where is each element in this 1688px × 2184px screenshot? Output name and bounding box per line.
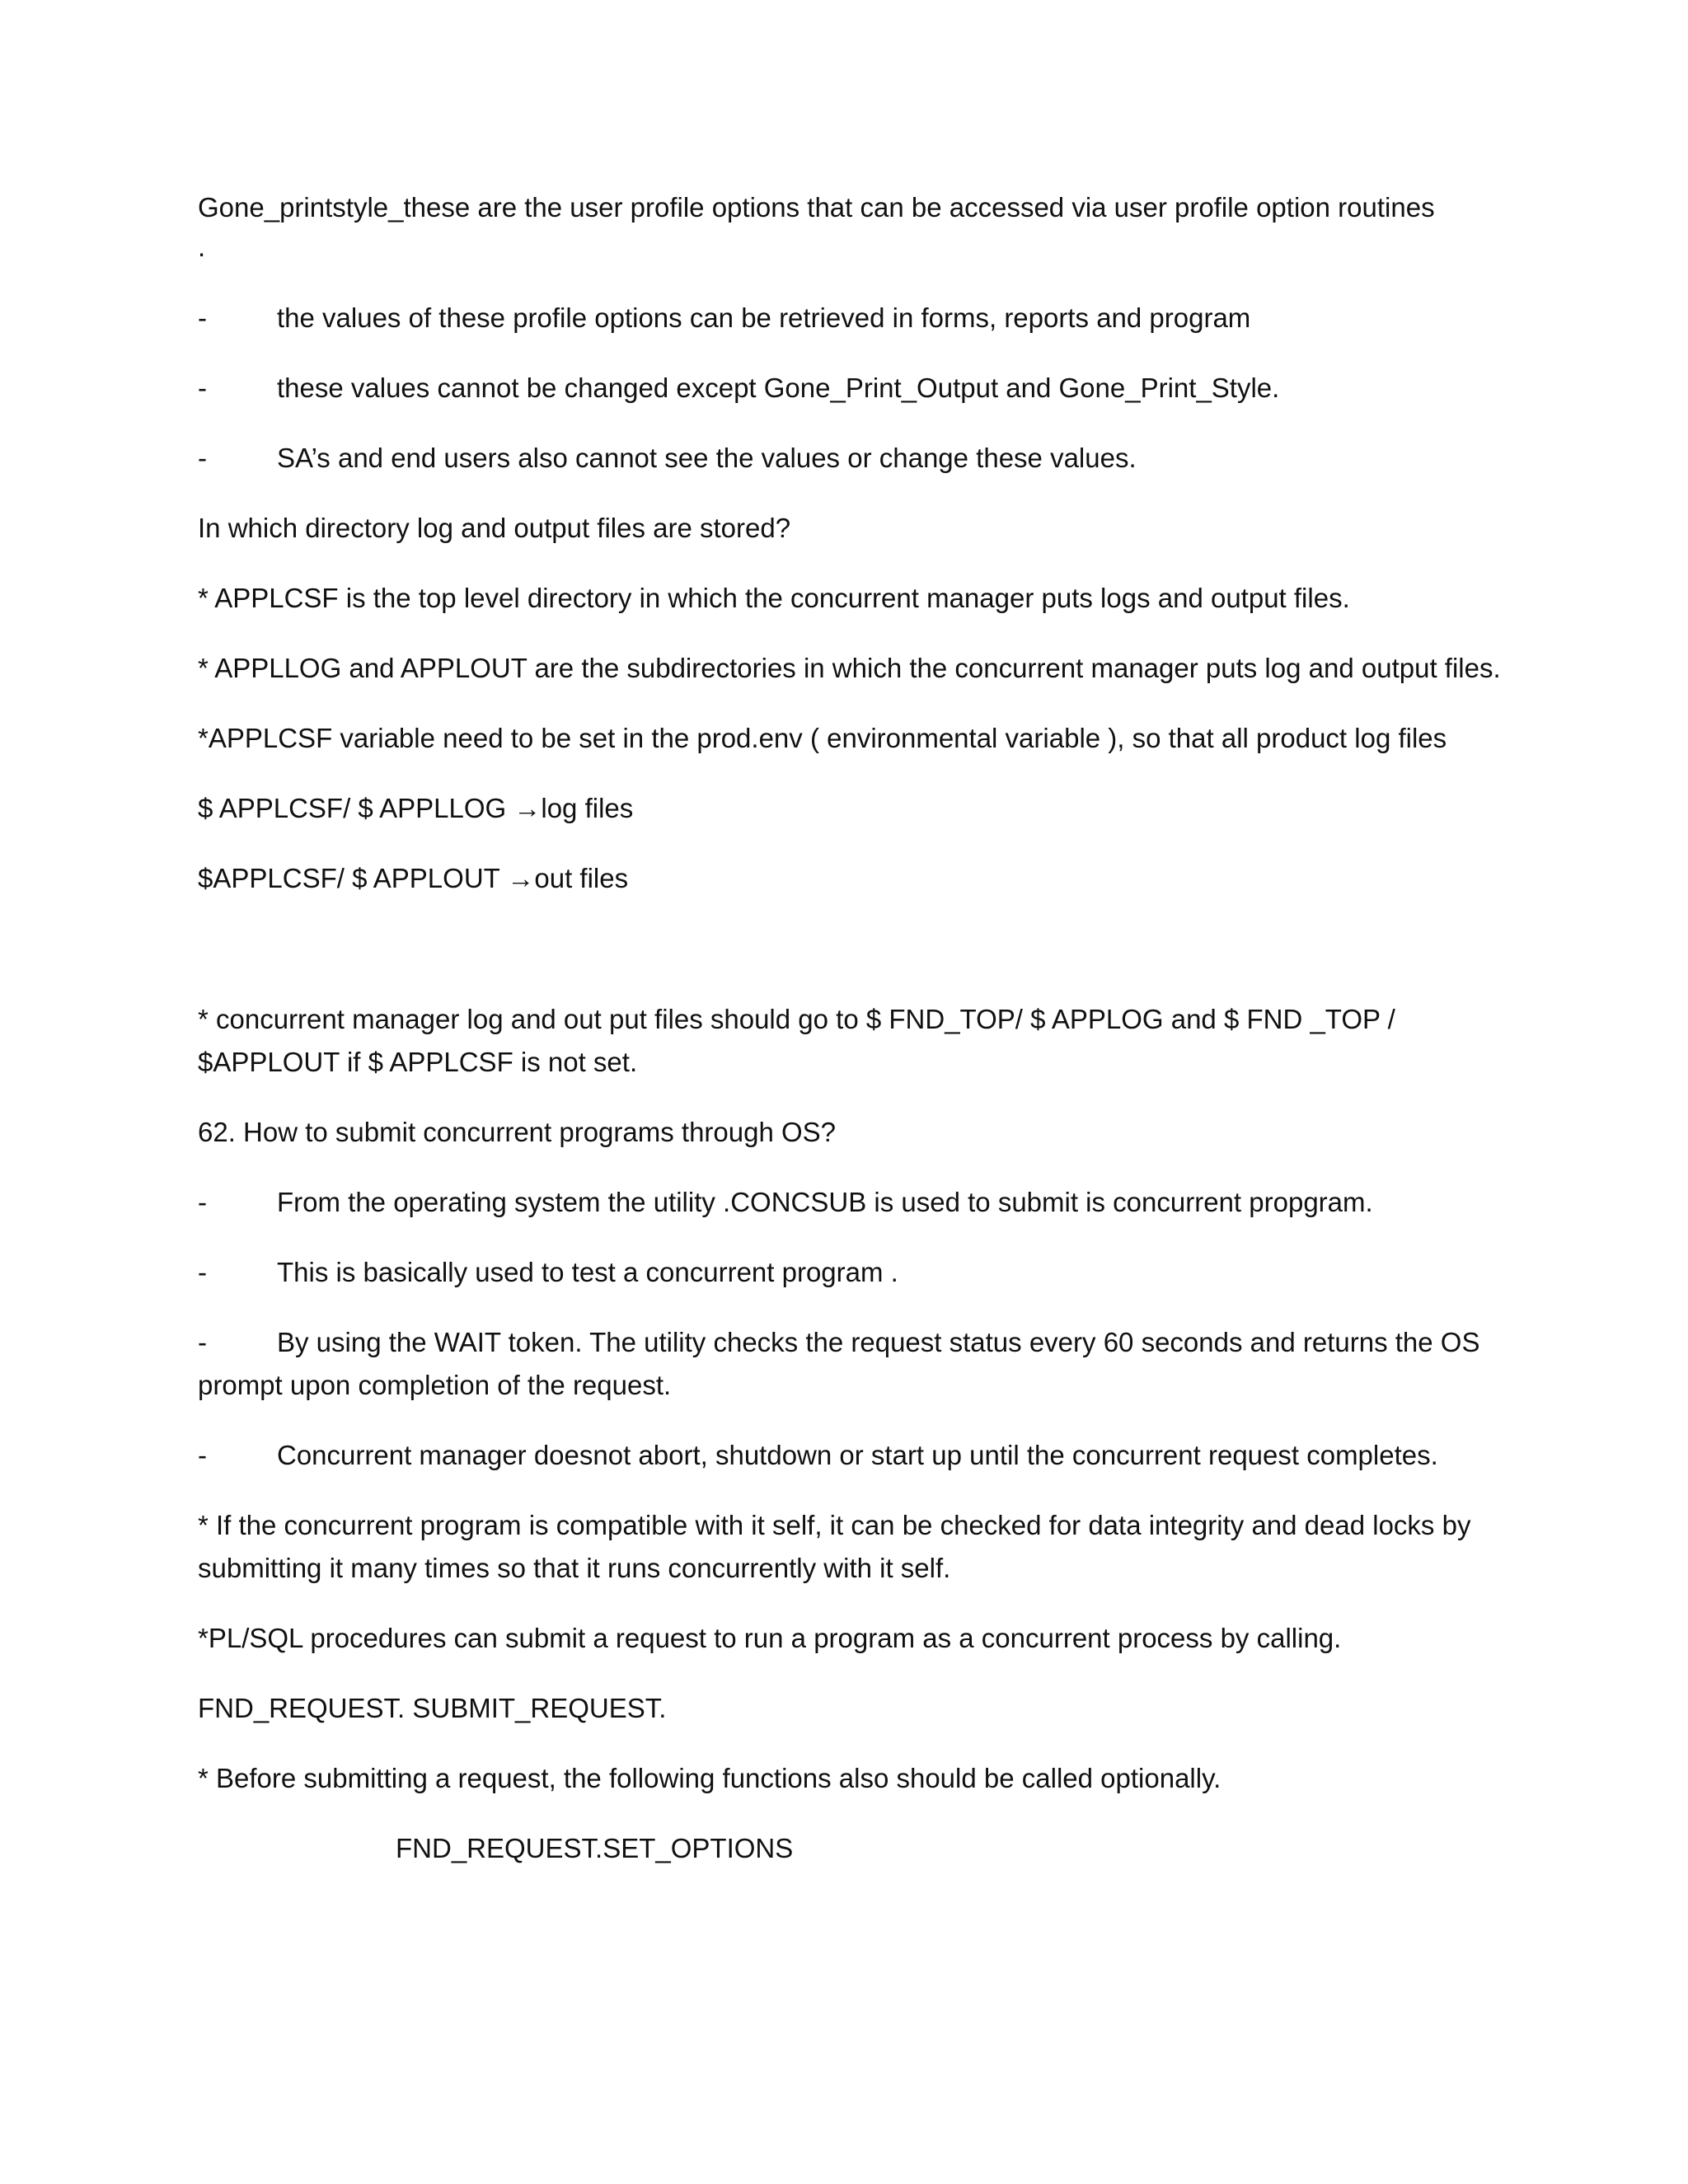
fnd-submit-request: FND_REQUEST. SUBMIT_REQUEST. — [198, 1693, 667, 1723]
fnd-set-options: FND_REQUEST.SET_OPTIONS — [396, 1833, 794, 1863]
bullet-text: By using the WAIT token. The utility checks the request status every 60 seconds and returns the OS prompt upon completion of the request. — [198, 1327, 1480, 1400]
bullet-text: This is basically used to test a concurrent program . — [277, 1257, 898, 1287]
intro-line-1: Gone_printstyle_these are the user profile options that can be accessed via user profile option routines — [198, 192, 1435, 223]
bullet-profile-1 — [198, 297, 1517, 340]
intro-line-2: . — [198, 232, 206, 262]
bullet-profile-2 — [198, 367, 1517, 410]
bullet-text: From the operating system the utility .CONCSUB is used to submit is concurrent propgram. — [277, 1187, 1373, 1217]
bullet-dash: - — [198, 1187, 207, 1217]
bullet-text: SA’s and end users also cannot see the values or change these values. — [277, 443, 1137, 473]
bullet-dash: - — [198, 443, 207, 473]
bullet-concsub-2 — [198, 1251, 1517, 1294]
bullet-dash: - — [198, 1257, 207, 1287]
document-body — [198, 186, 1517, 1897]
applog-applout-note: * APPLLOG and APPLOUT are the subdirectories in which the concurrent manager puts log and output files. — [198, 653, 1501, 683]
question-directory: In which directory log and output files are stored? — [198, 513, 791, 543]
intro-paragraph — [198, 186, 1517, 229]
fnd-top-note: * concurrent manager log and out put files should go to $ FND_TOP/ $ APPLOG and $ FND _TOP / $APPLOUT if $ APPLCSF is not set. — [198, 1004, 1395, 1077]
bullet-dash: - — [198, 373, 207, 403]
bullet-dash: - — [198, 302, 207, 333]
bullet-text: the values of these profile options can be retrieved in forms, reports and program — [277, 302, 1251, 333]
bullet-text: Concurrent manager doesnot abort, shutdown or start up until the concurrent request completes. — [277, 1440, 1438, 1470]
applcsf-env-note: *APPLCSF variable need to be set in the prod.env ( environmental variable ), so that all product log files — [198, 723, 1447, 753]
path-out: $APPLCSF/ $ APPLOUT →out files — [198, 863, 629, 893]
plsql-note: *PL/SQL procedures can submit a request to run a program as a concurrent process by calling. — [198, 1623, 1342, 1653]
bullet-manager — [198, 1434, 1517, 1477]
before-submit-note: * Before submitting a request, the following functions also should be called optionally. — [198, 1763, 1221, 1793]
bullet-dash: - — [198, 1440, 207, 1470]
bullet-text: these values cannot be changed except Gone_Print_Output and Gone_Print_Style. — [277, 373, 1280, 403]
bullet-profile-3 — [198, 437, 1517, 480]
path-log: $ APPLCSF/ $ APPLLOG →log files — [198, 793, 634, 823]
blank-gap — [198, 927, 1517, 998]
intro-period — [198, 229, 1517, 265]
bullet-concsub-1 — [198, 1181, 1517, 1224]
bullet-wait-token — [198, 1321, 1517, 1407]
bullet-dash: - — [198, 1327, 207, 1357]
question-62: 62. How to submit concurrent programs through OS? — [198, 1117, 837, 1147]
applcsf-top-note: * APPLCSF is the top level directory in which the concurrent manager puts logs and output files. — [198, 583, 1350, 613]
compatible-note: * If the concurrent program is compatible with it self, it can be checked for data integrity and dead locks by submitting it many times so that it runs concurrently with it self. — [198, 1510, 1471, 1583]
